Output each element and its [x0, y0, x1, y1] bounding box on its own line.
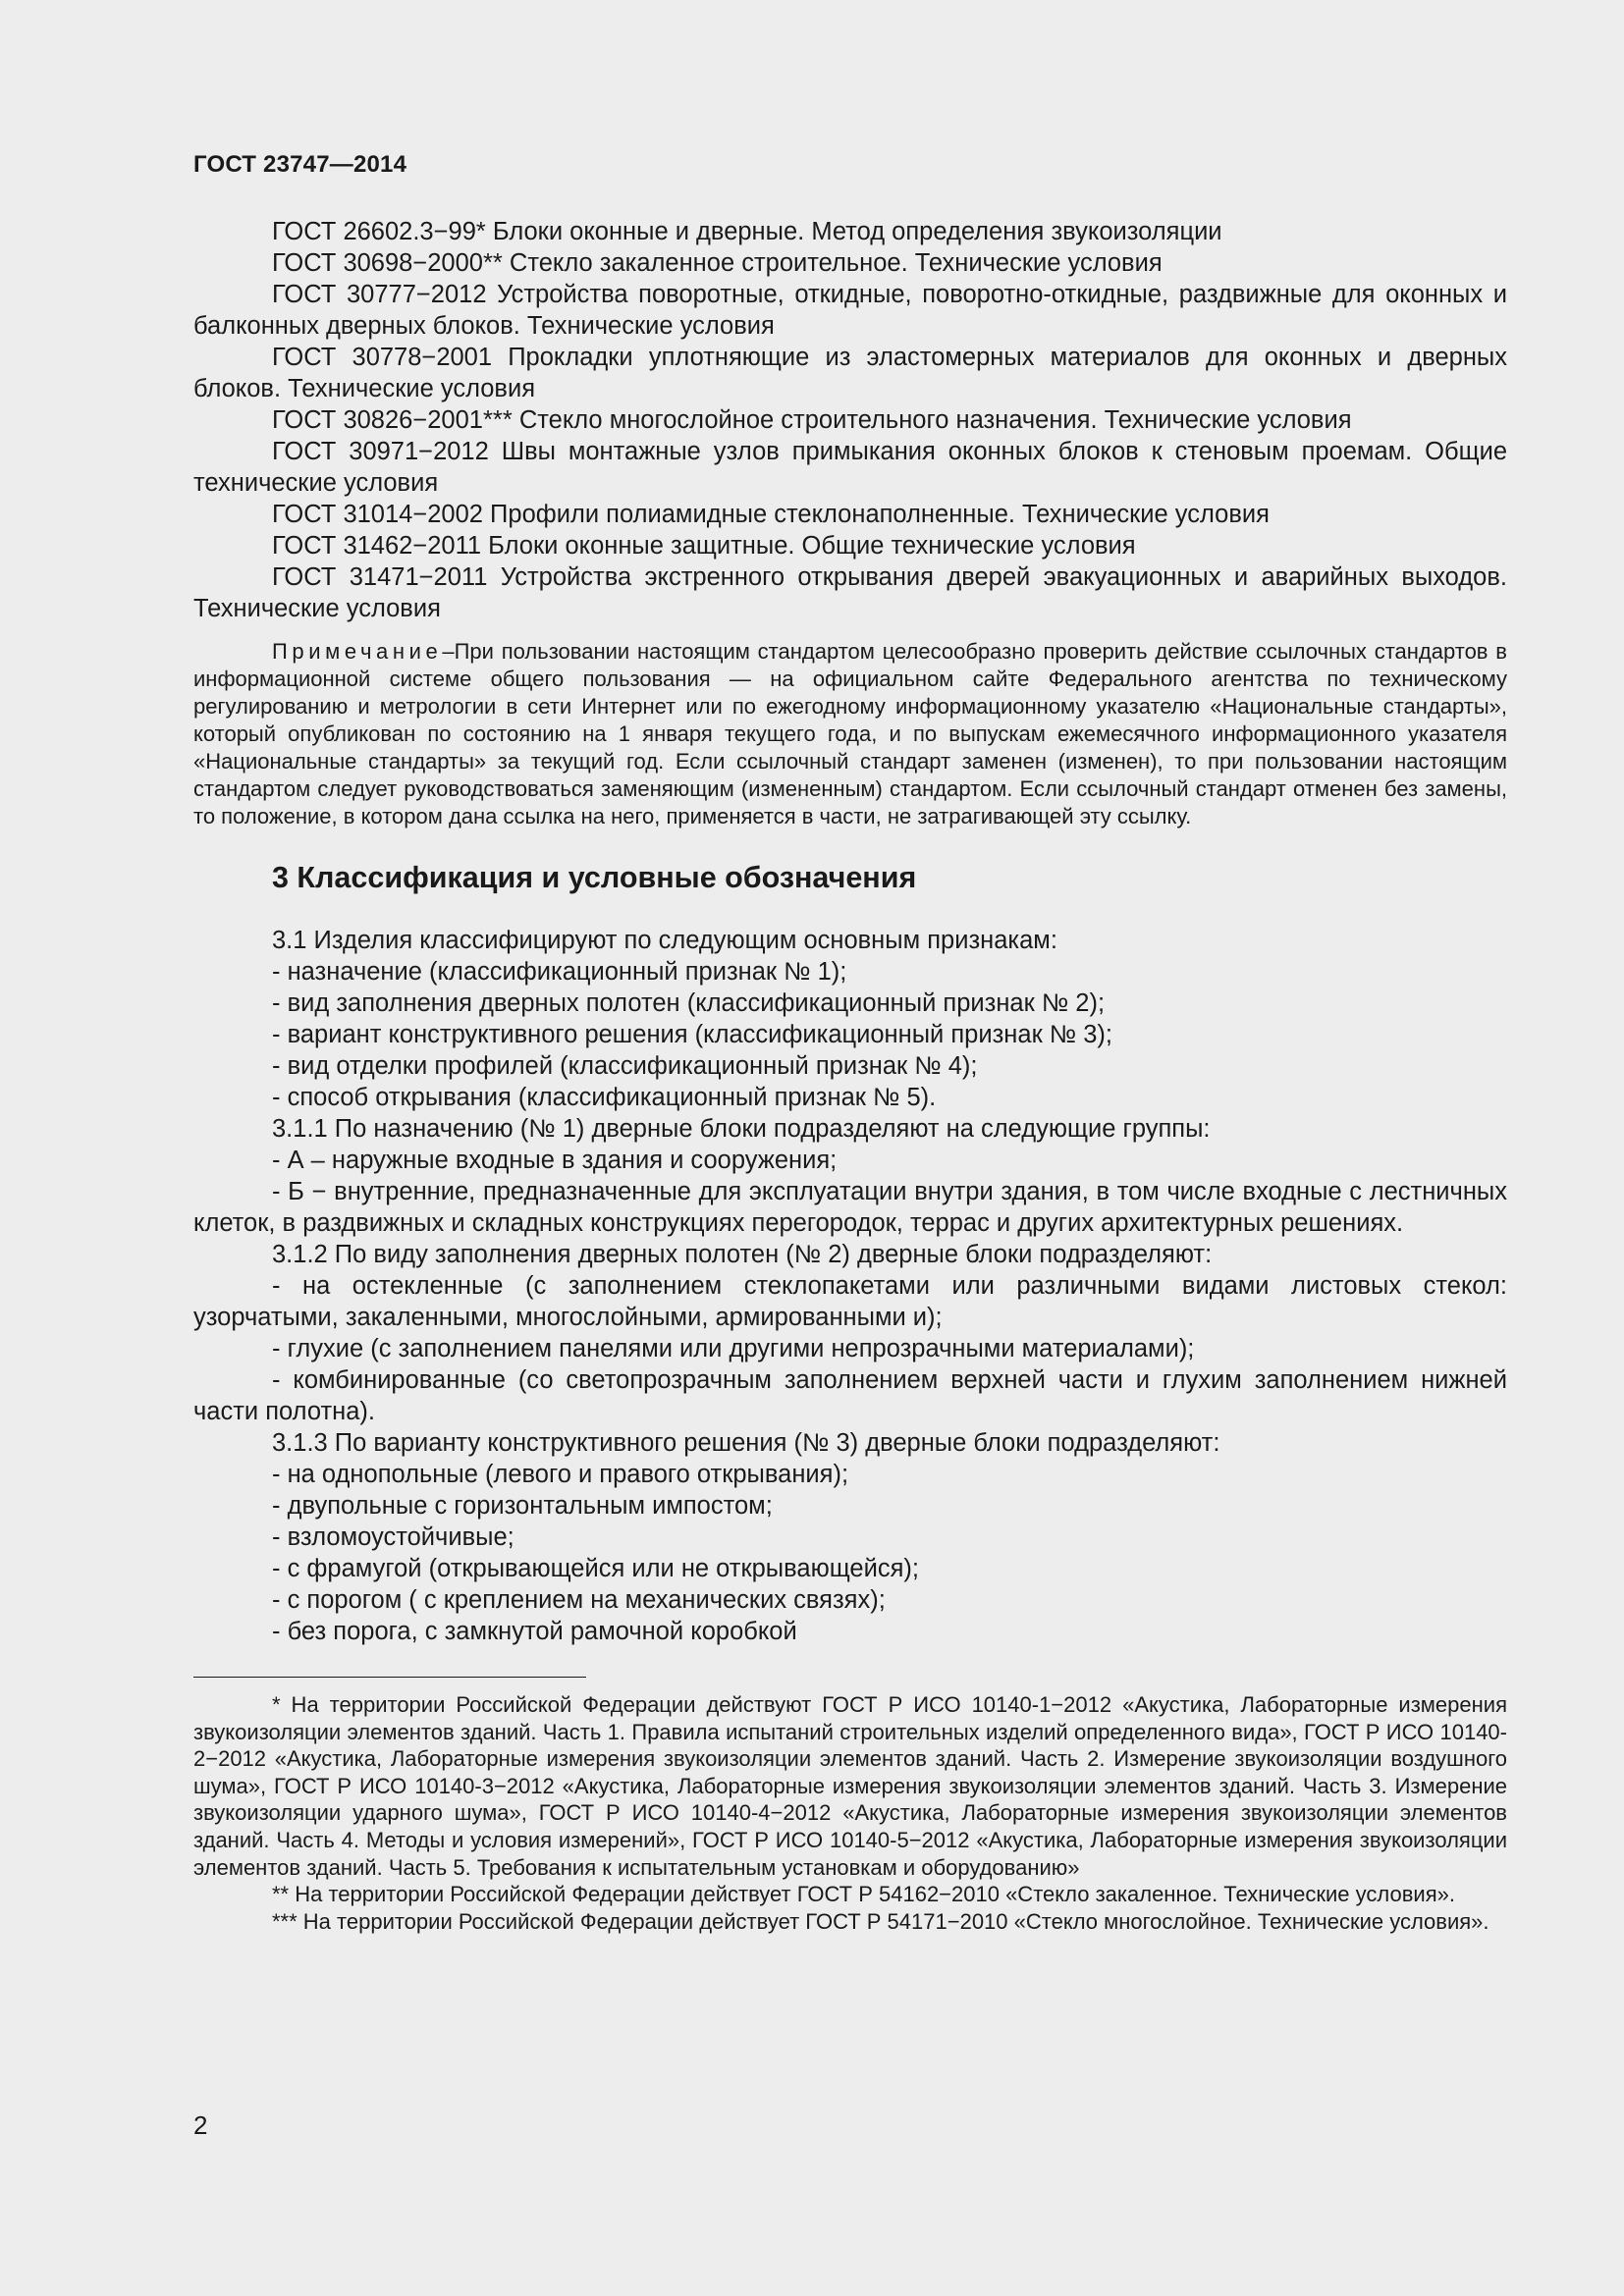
footnote: *** На территории Российской Федерации действует ГОСТ Р 54171−2010 «Стекло многослойное. Технические условия». [272, 1908, 1489, 1934]
note-paragraph [193, 638, 1507, 830]
list-item: - на однопольные (левого и правого открывания); [272, 1461, 849, 1488]
footnote-divider [193, 1677, 586, 1678]
list-item: - способ открывания (классификационный признак № 5). [272, 1084, 937, 1111]
reference-item: ГОСТ 26602.3−99* Блоки оконные и дверные. Метод определения звукоизоляции [272, 218, 1222, 245]
list-item: - двупольные с горизонтальным импостом; [272, 1492, 773, 1520]
clause-paragraph: 3.1.1 По назначению (№ 1) дверные блоки подразделяют на следующие группы: [272, 1115, 1211, 1143]
reference-item: ГОСТ 31014−2002 Профили полиамидные стеклонаполненные. Технические условия [272, 501, 1270, 528]
footnote: ** На территории Российской Федерации действует ГОСТ Р 54162−2010 «Стекло закаленное. Технические условия». [272, 1882, 1455, 1907]
list-item: - с порогом ( с креплением на механических связях); [272, 1586, 886, 1614]
list-item: - глухие (с заполнением панелями или другими непрозрачными материалами); [272, 1335, 1195, 1362]
footnote: * На территории Российской Федерации действуют ГОСТ Р ИСО 10140-1−2012 «Акустика, Лабораторные измерения звукоизоляции элементов зданий. Часть 1. Правила испытаний строительных изделий определенного вида», ГОСТ Р ИСО 10140-2−2012 «Акустика, Лабораторные измерения звукоизоляции элементов зданий. Часть 2. Измерение звукоизоляции воздушного шума», ГОСТ Р ИСО 10140-3−2012 «Акустика, Лабораторные измерения звукоизоляции элементов зданий. Часть 3. Измерение звукоизоляции ударного шума», ГОСТ Р ИСО 10140-4−2012 «Акустика, Лабораторные измерения звукоизоляции элементов зданий. Часть 4. Методы и условия измерений», ГОСТ Р ИСО 10140-5−2012 «Акустика, Лабораторные измерения звукоизоляции элементов зданий. Часть 5. Требования к испытательным установкам и оборудованию» [193, 1692, 1507, 1880]
clause-paragraph: 3.1 Изделия классифицируют по следующим основным признакам: [272, 927, 1057, 954]
reference-item: ГОСТ 30777−2012 Устройства поворотные, откидные, поворотно-откидные, раздвижные для оконных и балконных дверных блоков. Технические условия [193, 281, 1507, 340]
list-item: - на остекленные (с заполнением стеклопакетами или различными видами листовых стекол: узорчатыми, закаленными, многослойными, армированными и); [193, 1272, 1507, 1331]
clause-paragraph: 3.1.3 По варианту конструктивного решения (№ 3) дверные блоки подразделяют: [272, 1429, 1220, 1457]
list-item: - комбинированные (со светопрозрачным заполнением верхней части и глухим заполнением нижней части полотна). [193, 1366, 1507, 1425]
note-text: При пользовании настоящим стандартом целесообразно проверить действие ссылочных стандартов в информационной системе общего пользования — на официальном сайте Федерального агентства по техническому регулированию и метрологии в сети Интернет или по ежегодному информационному указателю «Национальные стандарты», который опубликован по состоянию на 1 января текущего года, и по выпускам ежемесячного информационного указателя «Национальные стандарты» за текущий год. Если ссылочный стандарт заменен (изменен), то при пользовании настоящим стандартом следует руководствоваться заменяющим (измененным) стандартом. Если ссылочный стандарт отменен без замены, то положение, в котором дана ссылка на него, применяется в части, не затрагивающей эту ссылку. [193, 639, 1507, 828]
note-dash: – [442, 639, 455, 664]
reference-item: ГОСТ 30698−2000** Стекло закаленное строительное. Технические условия [272, 249, 1163, 277]
reference-item: ГОСТ 30778−2001 Прокладки уплотняющие из эластомерных материалов для оконных и дверных блоков. Технические условия [193, 344, 1507, 402]
page-number: 2 [193, 2110, 208, 2140]
section-body [193, 925, 1507, 1647]
document-header: ГОСТ 23747—2014 [193, 151, 407, 178]
list-item: - Б − внутренние, предназначенные для эксплуатации внутри здания, в том числе входные с лестничных клеток, в раздвижных и складных конструкциях перегородок, террас и других архитектурных решениях. [193, 1178, 1507, 1237]
list-item: - без порога, с замкнутой рамочной коробкой [272, 1618, 797, 1645]
clause-paragraph: 3.1.2 По виду заполнения дверных полотен (№ 2) дверные блоки подразделяют: [272, 1241, 1213, 1268]
list-item: - вид отделки профилей (классификационный признак № 4); [272, 1052, 978, 1080]
list-item: - вариант конструктивного решения (классификационный признак № 3); [272, 1021, 1113, 1048]
reference-item: ГОСТ 31471−2011 Устройства экстренного открывания дверей эвакуационных и аварийных выходов. Технические условия [193, 563, 1507, 622]
list-item: - вид заполнения дверных полотен (классификационный признак № 2); [272, 989, 1106, 1017]
footnotes [193, 1691, 1507, 1935]
section-title: 3 Классификация и условные обозначения [272, 861, 917, 894]
list-item: - А – наружные входные в здания и сооружения; [272, 1147, 838, 1174]
list-item: - назначение (классификационный признак № 1); [272, 958, 847, 986]
reference-item: ГОСТ 30826−2001*** Стекло многослойное строительного назначения. Технические условия [272, 406, 1352, 434]
note-label: Примечание [272, 639, 443, 664]
page-content [193, 216, 1507, 1935]
list-item: - взломоустойчивые; [272, 1523, 514, 1551]
normative-references [193, 216, 1507, 624]
reference-item: ГОСТ 31462−2011 Блоки оконные защитные. Общие технические условия [272, 532, 1136, 560]
list-item: - с фрамугой (открывающейся или не открывающейся); [272, 1555, 919, 1582]
reference-item: ГОСТ 30971−2012 Швы монтажные узлов примыкания оконных блоков к стеновым проемам. Общие технические условия [193, 438, 1507, 497]
